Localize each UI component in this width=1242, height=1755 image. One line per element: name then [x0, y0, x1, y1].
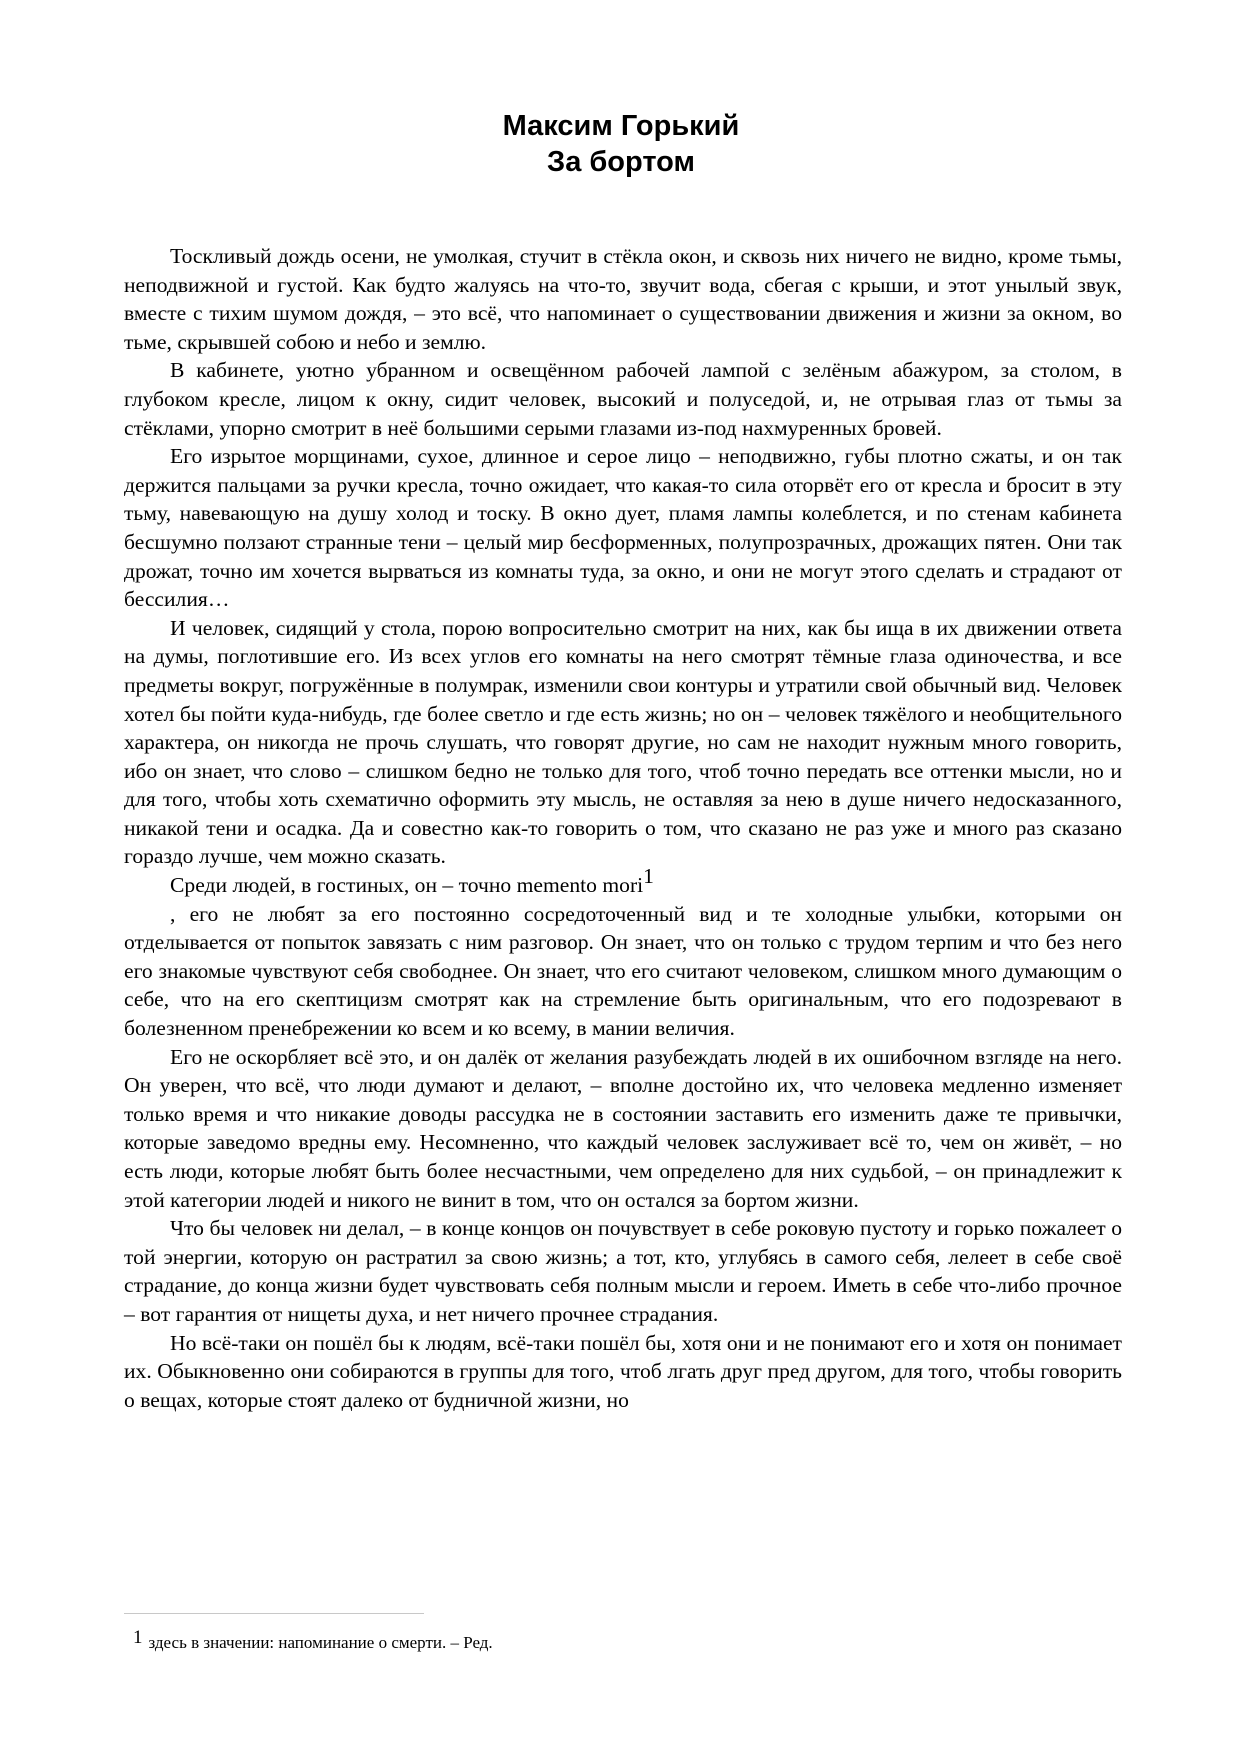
- paragraph: Но всё-таки он пошёл бы к людям, всё-таки пошёл бы, хотя они и не понимают его и хотя он понимает их. Обыкновенно они собираются в группы для того, чтоб лгать друг пред другом, для того, чтобы говорить о вещах, которые стоят далеко от будничной жизни, но: [124, 1330, 1122, 1412]
- paragraph-fragment: Среди людей, в гостиных, он – точно memento mori: [170, 873, 644, 898]
- author-name: Максим Горький: [502, 110, 740, 142]
- footnote-number: 1: [133, 1627, 143, 1648]
- paragraph: Что бы человек ни делал, – в конце концов он почувствует в себе роковую пустоту и горько пожалеет о той энергии, которую он растратил за свою жизнь; а тот, кто, углубясь в самого себя, лелеет в себе своё страдание, до конца жизни будет чувствовать себя полным мысли и героем. Иметь в себе что-либо прочное – вот гарантия от нищеты духа, и нет ничего прочнее страдания.: [124, 1216, 1122, 1326]
- paragraph: Его не оскорбляет всё это, и он далёк от желания разубеждать людей в их ошибочном взгляде на него. Он уверен, что всё, что люди думают и делают, – вполне достойно их, что человека медленно изменяет только время и что никакие доводы рассудка не в состоянии заставить его изменить даже те привычки, которые заведомо вредны ему. Несомненно, что каждый человек заслуживает всё то, чем он живёт, – но есть люди, которые любят быть более несчастными, чем определено для них судьбой, – он принадлежит к этой категории людей и никого не винит в том, что он остался за бортом жизни.: [124, 1044, 1122, 1212]
- paragraph: Тоскливый дождь осени, не умолкая, стучит в стёкла окон, и сквозь них ничего не видно, кроме тьмы, неподвижной и густой. Как будто жалуясь на что-то, звучит вода, сбегая с крыши, и этот унылый звук, вместе с тихим шумом дождя, – это всё, что напоминает о существовании движения и жизни за окном, во тьме, скрывшей собою и небо и землю.: [124, 244, 1122, 354]
- paragraph-continuation: , его не любят за его постоянно сосредоточенный вид и те холодные улыбки, которыми он отделывается от попыток завязать с ним разговор. Он знает, что он только с трудом терпим и что без него его знакомые чувствуют себя свободнее. Он знает, что его считают человеком, слишком много думающим о себе, что на его скептицизм смотрят как на стремление быть оригинальным, что его подозревают в болезненном пренебрежении ко всем и ко всему, в мании величия.: [124, 901, 1122, 1041]
- body-text: [124, 242, 1122, 1414]
- title-block: [0, 108, 1242, 180]
- paragraph: Его изрытое морщинами, сухое, длинное и серое лицо – неподвижно, губы плотно сжаты, и он так держится пальцами за ручки кресла, точно ожидает, что какая-то сила оторвёт его от кресла и бросит в эту тьму, навевающую на душу холод и тоску. В окно дует, пламя лампы колеблется, и по стенам кабинета бесшумно ползают странные тени – целый мир бесформенных, полупрозрачных, дрожащих пятен. Они так дрожат, точно им хочется вырваться из комнаты туда, за окно, и они не могут этого сделать и страдают от бессилия…: [124, 444, 1122, 612]
- paragraph: И человек, сидящий у стола, порою вопросительно смотрит на них, как бы ища в их движении ответа на думы, поглотившие его. Из всех углов его комнаты на него смотрят тёмные глаза одиночества, и все предметы вокруг, погружённые в полумрак, изменили свои контуры и утратили свой обычный вид. Человек хотел бы пойти куда-нибудь, где более светло и где есть жизнь; но он – человек тяжёлого и необщительного характера, он никогда не прочь слушать, что говорят другие, но сам не находит нужным много говорить, ибо он знает, что слово – слишком бедно не только для того, чтоб точно передать все оттенки мысли, но и для того, чтобы хоть схематично оформить эту мысль, не оставляя за нею в душе ничего недосказанного, никакой тени и осадка. Да и совестно как-то говорить о том, что сказано не раз уже и много раз сказано гораздо лучше, чем можно сказать.: [124, 615, 1122, 869]
- story-title: За бортом: [547, 146, 695, 178]
- footnote-separator: [124, 1613, 424, 1614]
- footnote-reference[interactable]: 1: [643, 864, 654, 889]
- footnote-text: здесь в значении: напоминание о смерти. – Ред.: [148, 1633, 493, 1652]
- paragraph: В кабинете, уютно убранном и освещённом рабочей лампой с зелёным абажуром, за столом, в глубоком кресле, лицом к окну, сидит человек, высокий и полуседой, и, не отрывая глаз от тьмы за стёклами, упорно смотрит в неё большими серыми глазами из-под нахмуренных бровей.: [124, 358, 1122, 440]
- footnote: [133, 1626, 1033, 1655]
- paragraph-with-footnote-ref: [124, 864, 1122, 900]
